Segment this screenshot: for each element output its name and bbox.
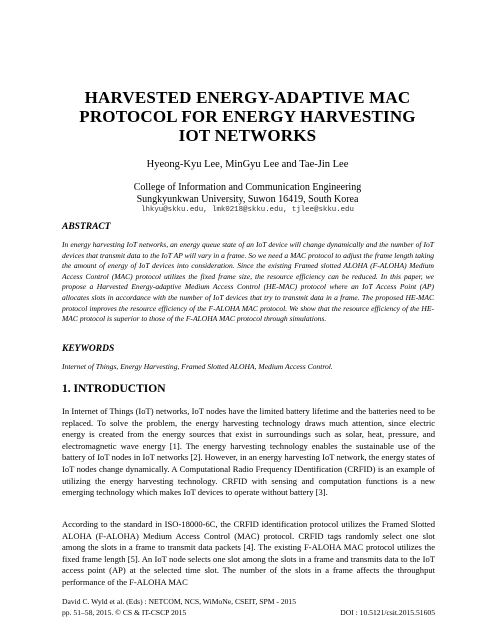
keywords-text: Internet of Things, Energy Harvesting, Framed Slotted ALOHA, Medium Access Control. <box>62 362 333 371</box>
footer-doi: DOI : 10.5121/csit.2015.51605 <box>340 607 435 617</box>
keywords-heading: KEYWORDS <box>62 344 115 354</box>
authors: Hyeong-Kyu Lee, MinGyu Lee and Tae-Jin Lee <box>146 159 349 170</box>
body-paragraph: According to the standard in ISO-18000-6C, the CRFID identification protocol utilizes the Framed Slotted ALOHA (F-ALOHA) Medium Access Control (MAC) protocol. CRFID tags randomly select one slot among the slots in a frame to transmit data packets [4]. The existing F-ALOHA MAC protocol utilizes the fixed frame length [5]. An IoT node selects one slot among the slots in a frame and transmits data to the IoT access point (AP) at the selected time slot. The number of the slots in a frame affects the throughput performance of the F-ALOHA MAC <box>62 519 435 587</box>
section-heading-introduction: 1. INTRODUCTION <box>62 383 166 395</box>
footer-row <box>62 608 435 619</box>
footer-pages: pp. 51–58, 2015. © CS & IT-CSCP 2015 <box>62 607 187 617</box>
page-footer <box>62 597 435 618</box>
author-emails: lhkyu@skku.edu, lmk0218@skku.edu, tjlee@skku.edu <box>141 206 354 214</box>
title-line: IOT NETWORKS <box>178 126 317 145</box>
abstract-text: In energy harvesting IoT networks, an energy queue state of an IoT device will change dynamically and the number of IoT devices that transmit data to the IoT AP will vary in a frame. So we need a MAC protocol to adjust the frame length taking the amount of energy of IoT devices into consideration. Since the existing Framed slotted ALOHA (F-ALOHA) Medium Access Control (MAC) protocol utilizes the fixed frame size, the resource efficiency can be reduced. In this paper, we propose a Harvested Energy-adaptive Medium Access Control (HE-MAC) protocol where an IoT Access Point (AP) allocates slots in accordance with the number of IoT devices that try to transmit data in a frame. The proposed HE-MAC protocol improves the resource efficiency of the F-ALOHA MAC protocol. We show that the resource efficiency of the HE-MAC protocol is superior to those of the F-ALOHA MAC protocol through simulations. <box>62 240 434 324</box>
footer-line-proceedings: David C. Wyld et al. (Eds) : NETCOM, NCS, WiMoNe, CSEIT, SPM - 2015 <box>62 597 297 606</box>
affiliation <box>60 182 435 206</box>
paper-title <box>60 88 435 145</box>
abstract-heading: ABSTRACT <box>62 222 111 232</box>
body-paragraph: In Internet of Things (IoT) networks, IoT nodes have the limited battery lifetime and the batteries need to be replaced. To solve the problem, the energy harvesting technology draws much attention, since electric energy is created from the energy sources that exist in surroundings such as solar, heat, pressure, and electromagnetic wave energy [1]. The energy harvesting technology enables the sustainable use of the battery of IoT nodes in IoT networks [2]. However, in an energy harvesting IoT network, the energy states of IoT nodes change dynamically. A Computational Radio Frequency IDentification (CRFID) is an example of utilizing the energy harvesting technology. CRFID with sensing and computation functions is a new emerging technology which makes IoT devices to operate without battery [3]. <box>62 406 435 498</box>
title-line: HARVESTED ENERGY-ADAPTIVE MAC <box>84 88 411 107</box>
affiliation-line: Sungkyunkwan University, Suwon 16419, South Korea <box>136 194 359 205</box>
title-line: PROTOCOL FOR ENERGY HARVESTING <box>79 107 416 126</box>
affiliation-line: College of Information and Communication Engineering <box>133 182 362 193</box>
